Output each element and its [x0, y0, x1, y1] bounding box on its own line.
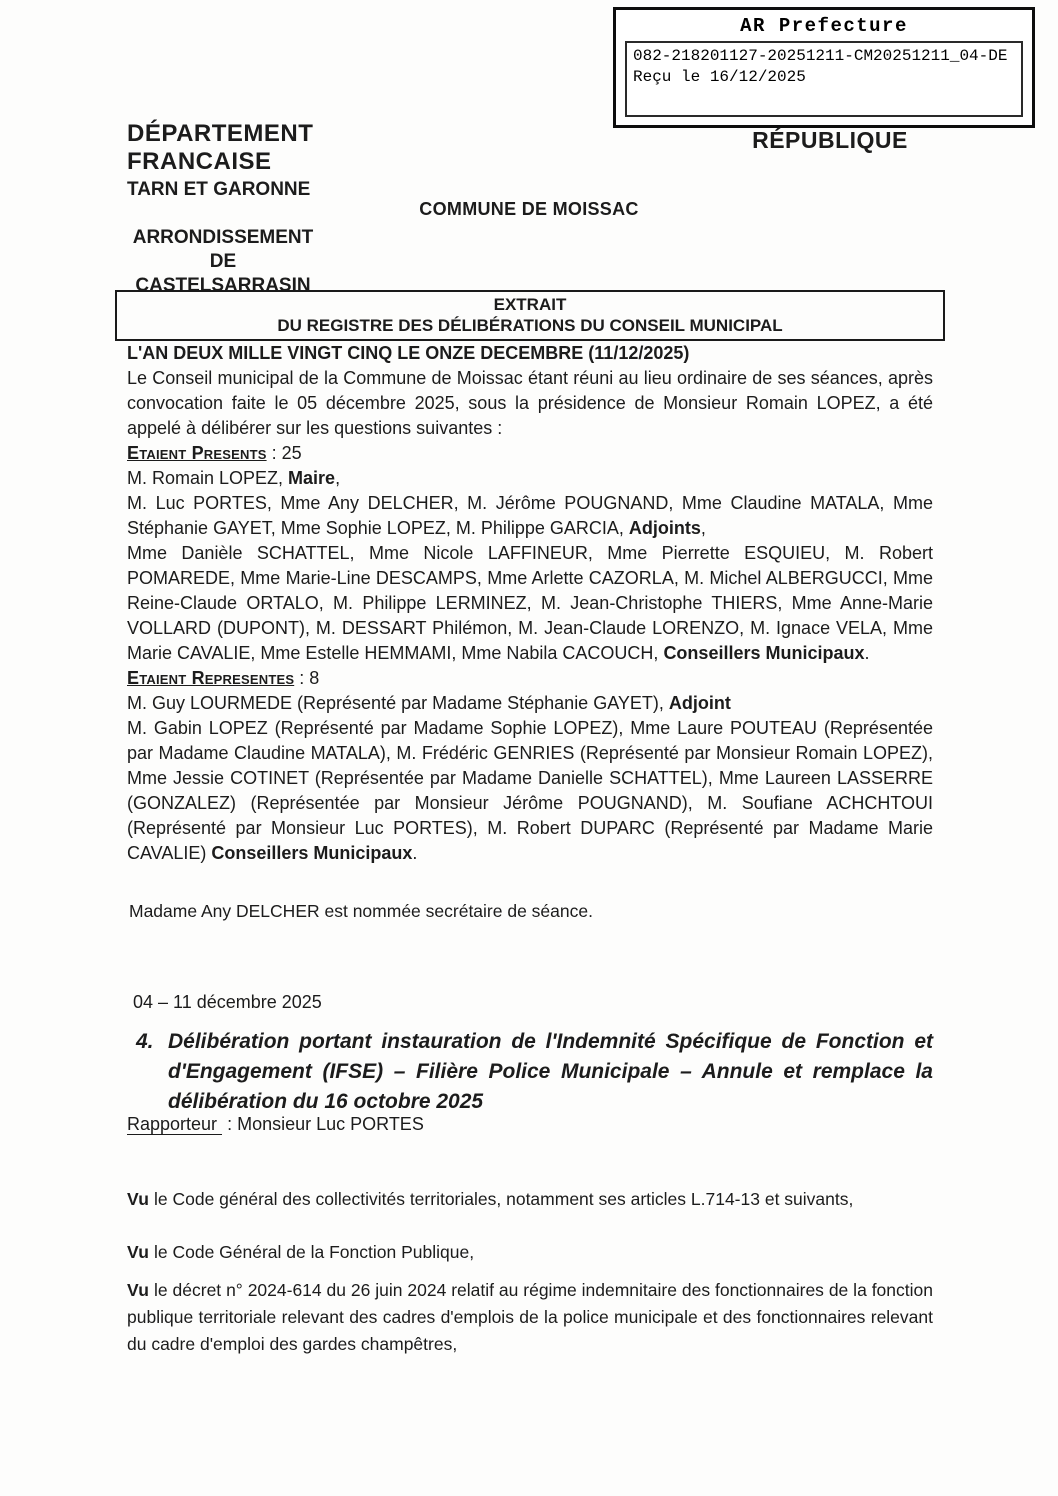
represented-councillors-names: M. Gabin LOPEZ (Représenté par Madame Sophie LOPEZ), Mme Laure POUTEAU (Représentée par Madame Claudine MATALA), M. Frédéric GENRIES (Représenté par Monsieur Romain LOPEZ), Mme Jessie COTINET (Représentée par Madame Danielle SCHATTEL), Mme Laureen LASSERRE (GONZALEZ) (Représentée par Monsieur Jérôme POUGNAND), M. Soufiane ACHCHTOUI (Représenté par Monsieur Luc PORTES), M. Robert DUPARC (Représenté par Madame Marie CAVALIE) — [127, 718, 933, 863]
vu-lead-1: Vu — [127, 1189, 150, 1209]
agenda-date: 04 – 11 décembre 2025 — [133, 992, 322, 1012]
represented-header-line — [127, 666, 933, 691]
stamp-reference-number: 082-218201127-20251211-CM20251211_04-DE — [633, 47, 1008, 65]
represented-councillors-title: Conseillers Municipaux — [211, 843, 413, 863]
represented-councillors-paragraph — [127, 716, 933, 866]
mayor-name: M. Romain LOPEZ, — [127, 468, 289, 488]
mayor-title: Maire — [288, 468, 336, 488]
arrondissement-line-3: CASTELSARRASIN — [135, 275, 311, 296]
present-adjoints-paragraph — [127, 491, 933, 541]
vu-lead-2: Vu — [127, 1242, 150, 1262]
stamp-received-date: Reçu le 16/12/2025 — [633, 68, 806, 86]
represented-adjoint-line — [127, 691, 933, 716]
extract-title-line-2: DU REGISTRE DES DÉLIBÉRATIONS DU CONSEIL MUNICIPAL — [277, 316, 783, 335]
vu-text-3: le décret n° 2024-614 du 26 juin 2024 relatif au régime indemnitaire des fonctionnaires de la fonction publique territoriale relevant des cadres d'emplois de la police municipale et des fonctionnaires relevant du cadre d'emploi des gardes champêtres, — [127, 1280, 933, 1354]
session-intro-paragraph: Le Conseil municipal de la Commune de Moissac étant réuni au lieu ordinaire de ses séances, après convocation faite le 05 décembre 2025, sous la présidence de Monsieur Romain LOPEZ, a été appelé à délibérer sur les questions suivantes : — [127, 368, 933, 438]
present-councillors-names: Mme Danièle SCHATTEL, Mme Nicole LAFFINEUR, Mme Pierrette ESQUIEU, M. Robert POMAREDE, Mme Marie-Line DESCAMPS, Mme Arlette CAZORLA, M. Michel ALBERGUCCI, Mme Reine-Claude ORTALO, M. Philippe LERMINEZ, M. Jean-Christophe THIERS, Mme Anne-Marie VOLLARD (DUPONT), M. DESSART Philémon, M. Jean-Claude LORENZO, M. Ignace VELA, Mme Marie CAVALIE, Mme Estelle HEMMAMI, Mme Nabila CACOUCH, — [127, 543, 933, 663]
rapporteur-value: : Monsieur Luc PORTES — [227, 1114, 424, 1134]
consideration-paragraph-2 — [127, 1239, 933, 1266]
stamp-body — [625, 41, 1023, 117]
mayor-line — [127, 466, 933, 491]
department-line-3: TARN ET GARONNE — [127, 179, 311, 200]
department-line-2: FRANCAISE — [127, 148, 272, 175]
extract-title-line-1: EXTRAIT — [493, 295, 567, 314]
department-line-1: DÉPARTEMENT — [127, 120, 314, 147]
deliberation-heading — [127, 1027, 933, 1117]
rapporteur-label: Rapporteur — [127, 1114, 222, 1135]
adjoints-title: Adjoints — [628, 518, 701, 538]
adjoints-names: M. Luc PORTES, Mme Any DELCHER, M. Jérôme POUGNAND, Mme Claudine MATALA, Mme Stéphanie GAYET, Mme Sophie LOPEZ, M. Philippe GARCIA, — [127, 493, 933, 538]
represented-adjoint-name: M. Guy LOURMEDE (Représenté par Madame Stéphanie GAYET), — [127, 693, 669, 713]
arrondissement-line-1: ARRONDISSEMENT — [132, 227, 314, 248]
consideration-paragraph-1 — [127, 1186, 933, 1213]
represented-label: Etaient Representes — [127, 668, 295, 688]
represented-councillors-suffix: . — [412, 843, 418, 863]
present-count: : 25 — [266, 443, 302, 463]
arrondissement-line-2: DE — [209, 251, 237, 272]
arrondissement-block — [127, 226, 319, 298]
represented-adjoint-title: Adjoint — [668, 693, 731, 713]
present-councillors-paragraph — [127, 541, 933, 666]
present-header-line — [127, 441, 933, 466]
vu-lead-3: Vu — [127, 1280, 150, 1300]
commune-title: COMMUNE DE MOISSAC — [419, 199, 639, 219]
present-label: Etaient Presents — [127, 443, 267, 463]
represented-count: : 8 — [294, 668, 320, 688]
consideration-paragraph-3 — [127, 1277, 933, 1358]
department-block — [127, 120, 313, 202]
vu-text-1: le Code général des collectivités territoriales, notamment ses articles L.714-13 et suivants, — [149, 1189, 854, 1209]
republic-title: RÉPUBLIQUE — [752, 127, 908, 153]
adjoints-suffix: , — [700, 518, 706, 538]
extract-title-box — [115, 290, 945, 341]
deliberation-title: Délibération portant instauration de l'Indemnité Spécifique de Fonction et d'Engagement (IFSE) – Filière Police Municipale – Annule et remplace la délibération du 16 octobre 2025 — [168, 1030, 933, 1113]
deliberation-number: 4. — [136, 1030, 154, 1053]
mayor-suffix: , — [335, 468, 341, 488]
present-councillors-suffix: . — [864, 643, 870, 663]
present-councillors-title: Conseillers Municipaux — [663, 643, 865, 663]
stamp-title: AR Prefecture — [740, 15, 908, 37]
ar-prefecture-stamp — [613, 7, 1035, 128]
deliberation-body — [127, 341, 933, 866]
secretary-line: Madame Any DELCHER est nommée secrétaire de séance. — [129, 901, 593, 921]
vu-text-2: le Code Général de la Fonction Publique, — [149, 1242, 475, 1262]
session-date-line: L'AN DEUX MILLE VINGT CINQ LE ONZE DECEMBRE (11/12/2025) — [127, 343, 690, 363]
rapporteur-line — [127, 1114, 933, 1135]
